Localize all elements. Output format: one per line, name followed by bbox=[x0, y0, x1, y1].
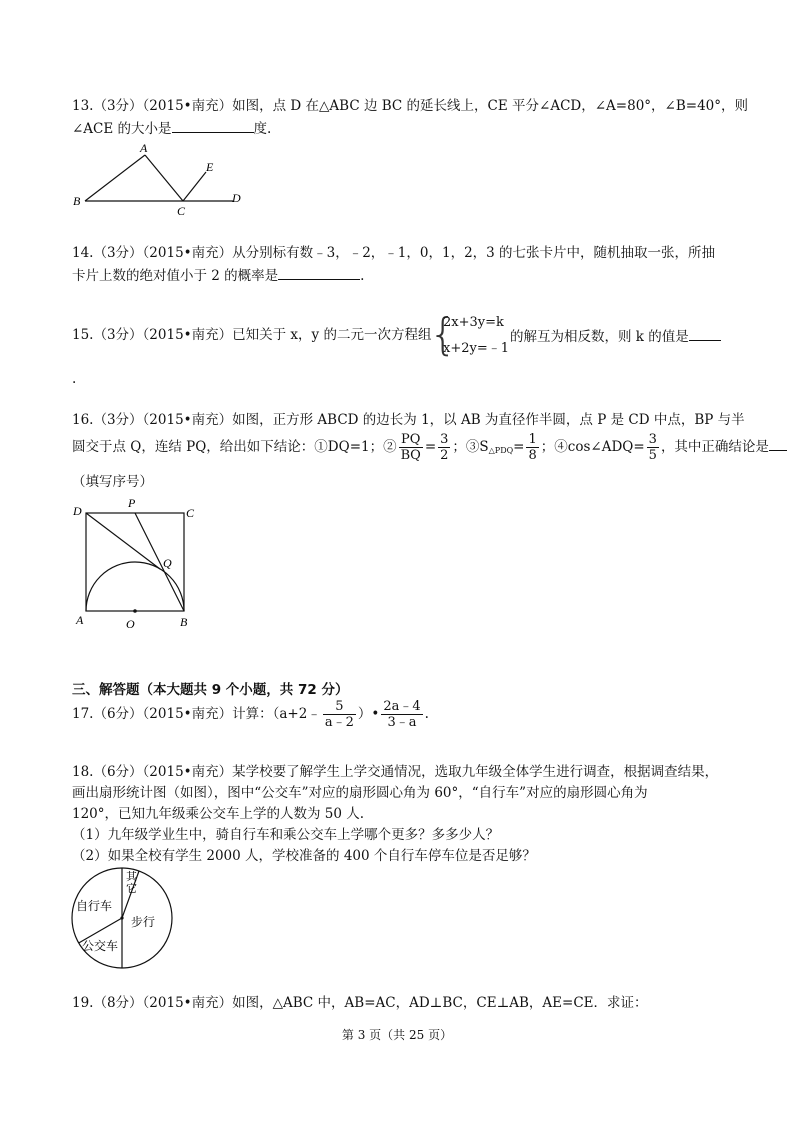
q13-line-ab bbox=[85, 155, 145, 201]
q16-line2-a: 圆交于点 Q，连结 PQ，给出如下结论：①DQ=1；② bbox=[72, 439, 397, 455]
q16-line1: 16.（3分）（2015•南充）如图，正方形 ABCD 的边长为 1，以 AB 为直径作半圆，点 P 是 CD 中点，BP 与半 bbox=[72, 412, 745, 428]
q16-line3: （填写序号） bbox=[72, 474, 153, 490]
q16-frac2b-den: 2 bbox=[440, 448, 449, 463]
q16-frac3-den: 8 bbox=[528, 448, 537, 463]
q16-eq3: = bbox=[513, 439, 525, 455]
q13-answer-blank[interactable] bbox=[172, 118, 254, 133]
q16-label-d: D bbox=[73, 504, 82, 518]
q19-line1: 19.（8分）（2015•南充）如图，△ABC 中，AB=AC，AD⊥BC，CE⊥AB，AE=CE．求证： bbox=[72, 995, 648, 1011]
q16-sep4: ；④cos∠ADQ= bbox=[540, 439, 645, 455]
q17-pre: 17.（6分）（2015•南充）计算：（a+2﹣ bbox=[72, 706, 321, 722]
q16-label-q: Q bbox=[163, 556, 172, 570]
q17-frac2-num: 2a﹣4 bbox=[383, 699, 421, 714]
q14-line1: 14.（3分）（2015•南充）从分别标有数﹣3，﹣2，﹣1，0，1，2，3 的七张卡片中，随机抽取一张，所抽 bbox=[72, 245, 716, 261]
q18-sub1: （1）九年级学业生中，骑自行车和乘公交车上学哪个更多？多多少人？ bbox=[72, 827, 500, 843]
q13-line2 bbox=[72, 118, 271, 138]
q14-line2-post: . bbox=[360, 268, 365, 284]
q16-label-o: O bbox=[126, 617, 135, 631]
section3-heading: 三、解答题（本大题共 9 个小题，共 72 分） bbox=[72, 682, 349, 698]
q16-eq2: = bbox=[424, 439, 437, 455]
q16-frac-3-5 bbox=[647, 432, 659, 463]
q16-point-o bbox=[133, 609, 137, 613]
q16-square-figure bbox=[70, 495, 205, 635]
q18-label-walk: 步行 bbox=[131, 915, 156, 929]
q15-post: 的解互为相反数，则 k 的值是 bbox=[510, 329, 689, 345]
q16-sep3: ；③S bbox=[452, 439, 489, 455]
q18-sub2: （2）如果全校有学生 2000 人，学校准备的 400 个自行车停车位是否足够？ bbox=[72, 848, 536, 864]
q13-label-a: A bbox=[140, 141, 148, 155]
q18-label-bike: 自行车 bbox=[76, 899, 113, 913]
q18-line3: 120°，已知九年级乘公交车上学的人数为 50 人. bbox=[72, 806, 365, 822]
q13-line-ce bbox=[183, 172, 206, 201]
q15-brace: { bbox=[429, 309, 457, 360]
q18-line2: 画出扇形统计图（如图），图中“公交车”对应的扇形圆心角为 60°，“自行车”对应的扇形圆心角为 bbox=[72, 785, 648, 801]
q18-label-other-2: 它 bbox=[126, 882, 137, 895]
q18-pie-chart bbox=[68, 866, 178, 970]
q16-sub3: △PDQ bbox=[488, 446, 514, 455]
q15-pre: 15.（3分）（2015•南充）已知关于 x，y 的二元一次方程组 bbox=[72, 327, 432, 343]
q16-label-b: B bbox=[180, 615, 188, 629]
q16-label-c: C bbox=[186, 506, 195, 520]
q15-equation-system bbox=[429, 309, 510, 360]
q15-eq1: 2x+3y=k bbox=[443, 315, 504, 330]
q14-answer-blank[interactable] bbox=[278, 265, 360, 280]
q17-frac1 bbox=[323, 699, 356, 730]
q17-mid: ）• bbox=[357, 706, 380, 722]
q13-line2-pre: ∠ACE 的大小是 bbox=[72, 121, 172, 137]
q16-frac2-den: BQ bbox=[400, 448, 421, 463]
q16-answer-blank[interactable] bbox=[769, 436, 787, 451]
q13-triangle-figure bbox=[65, 138, 255, 218]
q16-frac4-num: 3 bbox=[648, 432, 657, 447]
q15-post-line bbox=[510, 326, 721, 346]
q14-line2 bbox=[72, 265, 364, 285]
q13-label-e: E bbox=[206, 160, 214, 174]
q16-line2 bbox=[72, 430, 787, 468]
q15-eq2: x+2y=﹣1 bbox=[443, 341, 510, 356]
page-footer: 第 3 页（共 25 页） bbox=[341, 1028, 453, 1042]
q16-frac2b-num: 3 bbox=[440, 432, 449, 447]
q18-label-bus: 公交车 bbox=[82, 939, 119, 953]
q15-end: . bbox=[72, 371, 77, 387]
q16-line2-end: ，其中正确结论是 bbox=[660, 439, 769, 455]
q17-line bbox=[72, 697, 429, 731]
q13-line2-post: 度. bbox=[253, 121, 272, 137]
q13-label-c: C bbox=[177, 204, 186, 218]
q16-label-p: P bbox=[128, 496, 136, 510]
q16-frac-pq-bq bbox=[399, 432, 423, 463]
q18-pie-center bbox=[120, 916, 123, 919]
q17-frac1-den: a﹣2 bbox=[324, 715, 354, 730]
q17-end: . bbox=[424, 706, 429, 722]
q13-line1: 13.（3分）（2015•南充）如图，点 D 在△ABC 边 BC 的延长线上，CE 平分∠ACD，∠A=80°，∠B=40°，则 bbox=[72, 98, 749, 114]
q16-frac2-num: PQ bbox=[399, 432, 423, 448]
q15-answer-blank[interactable] bbox=[689, 326, 721, 341]
q13-label-d: D bbox=[232, 191, 241, 205]
q13-line-ac bbox=[145, 155, 183, 201]
q16-frac4-den: 5 bbox=[648, 448, 657, 463]
q14-line2-pre: 卡片上数的绝对值小于 2 的概率是 bbox=[72, 268, 279, 284]
q13-label-b: B bbox=[73, 194, 81, 208]
q16-frac3-num: 1 bbox=[528, 432, 537, 447]
q16-frac-3-2 bbox=[438, 432, 450, 463]
q18-label-other-1: 其 bbox=[126, 870, 137, 883]
q17-frac1-num: 5 bbox=[323, 699, 356, 715]
q17-frac2 bbox=[381, 699, 422, 730]
q17-frac2-den: 3﹣a bbox=[387, 715, 417, 730]
q18-line1: 18.（6分）（2015•南充）某学校要了解学生上学交通情况，选取九年级全体学生进行调查，根据调查结果， bbox=[72, 764, 719, 780]
q16-label-a: A bbox=[76, 613, 84, 627]
q16-frac-1-8 bbox=[526, 432, 538, 463]
